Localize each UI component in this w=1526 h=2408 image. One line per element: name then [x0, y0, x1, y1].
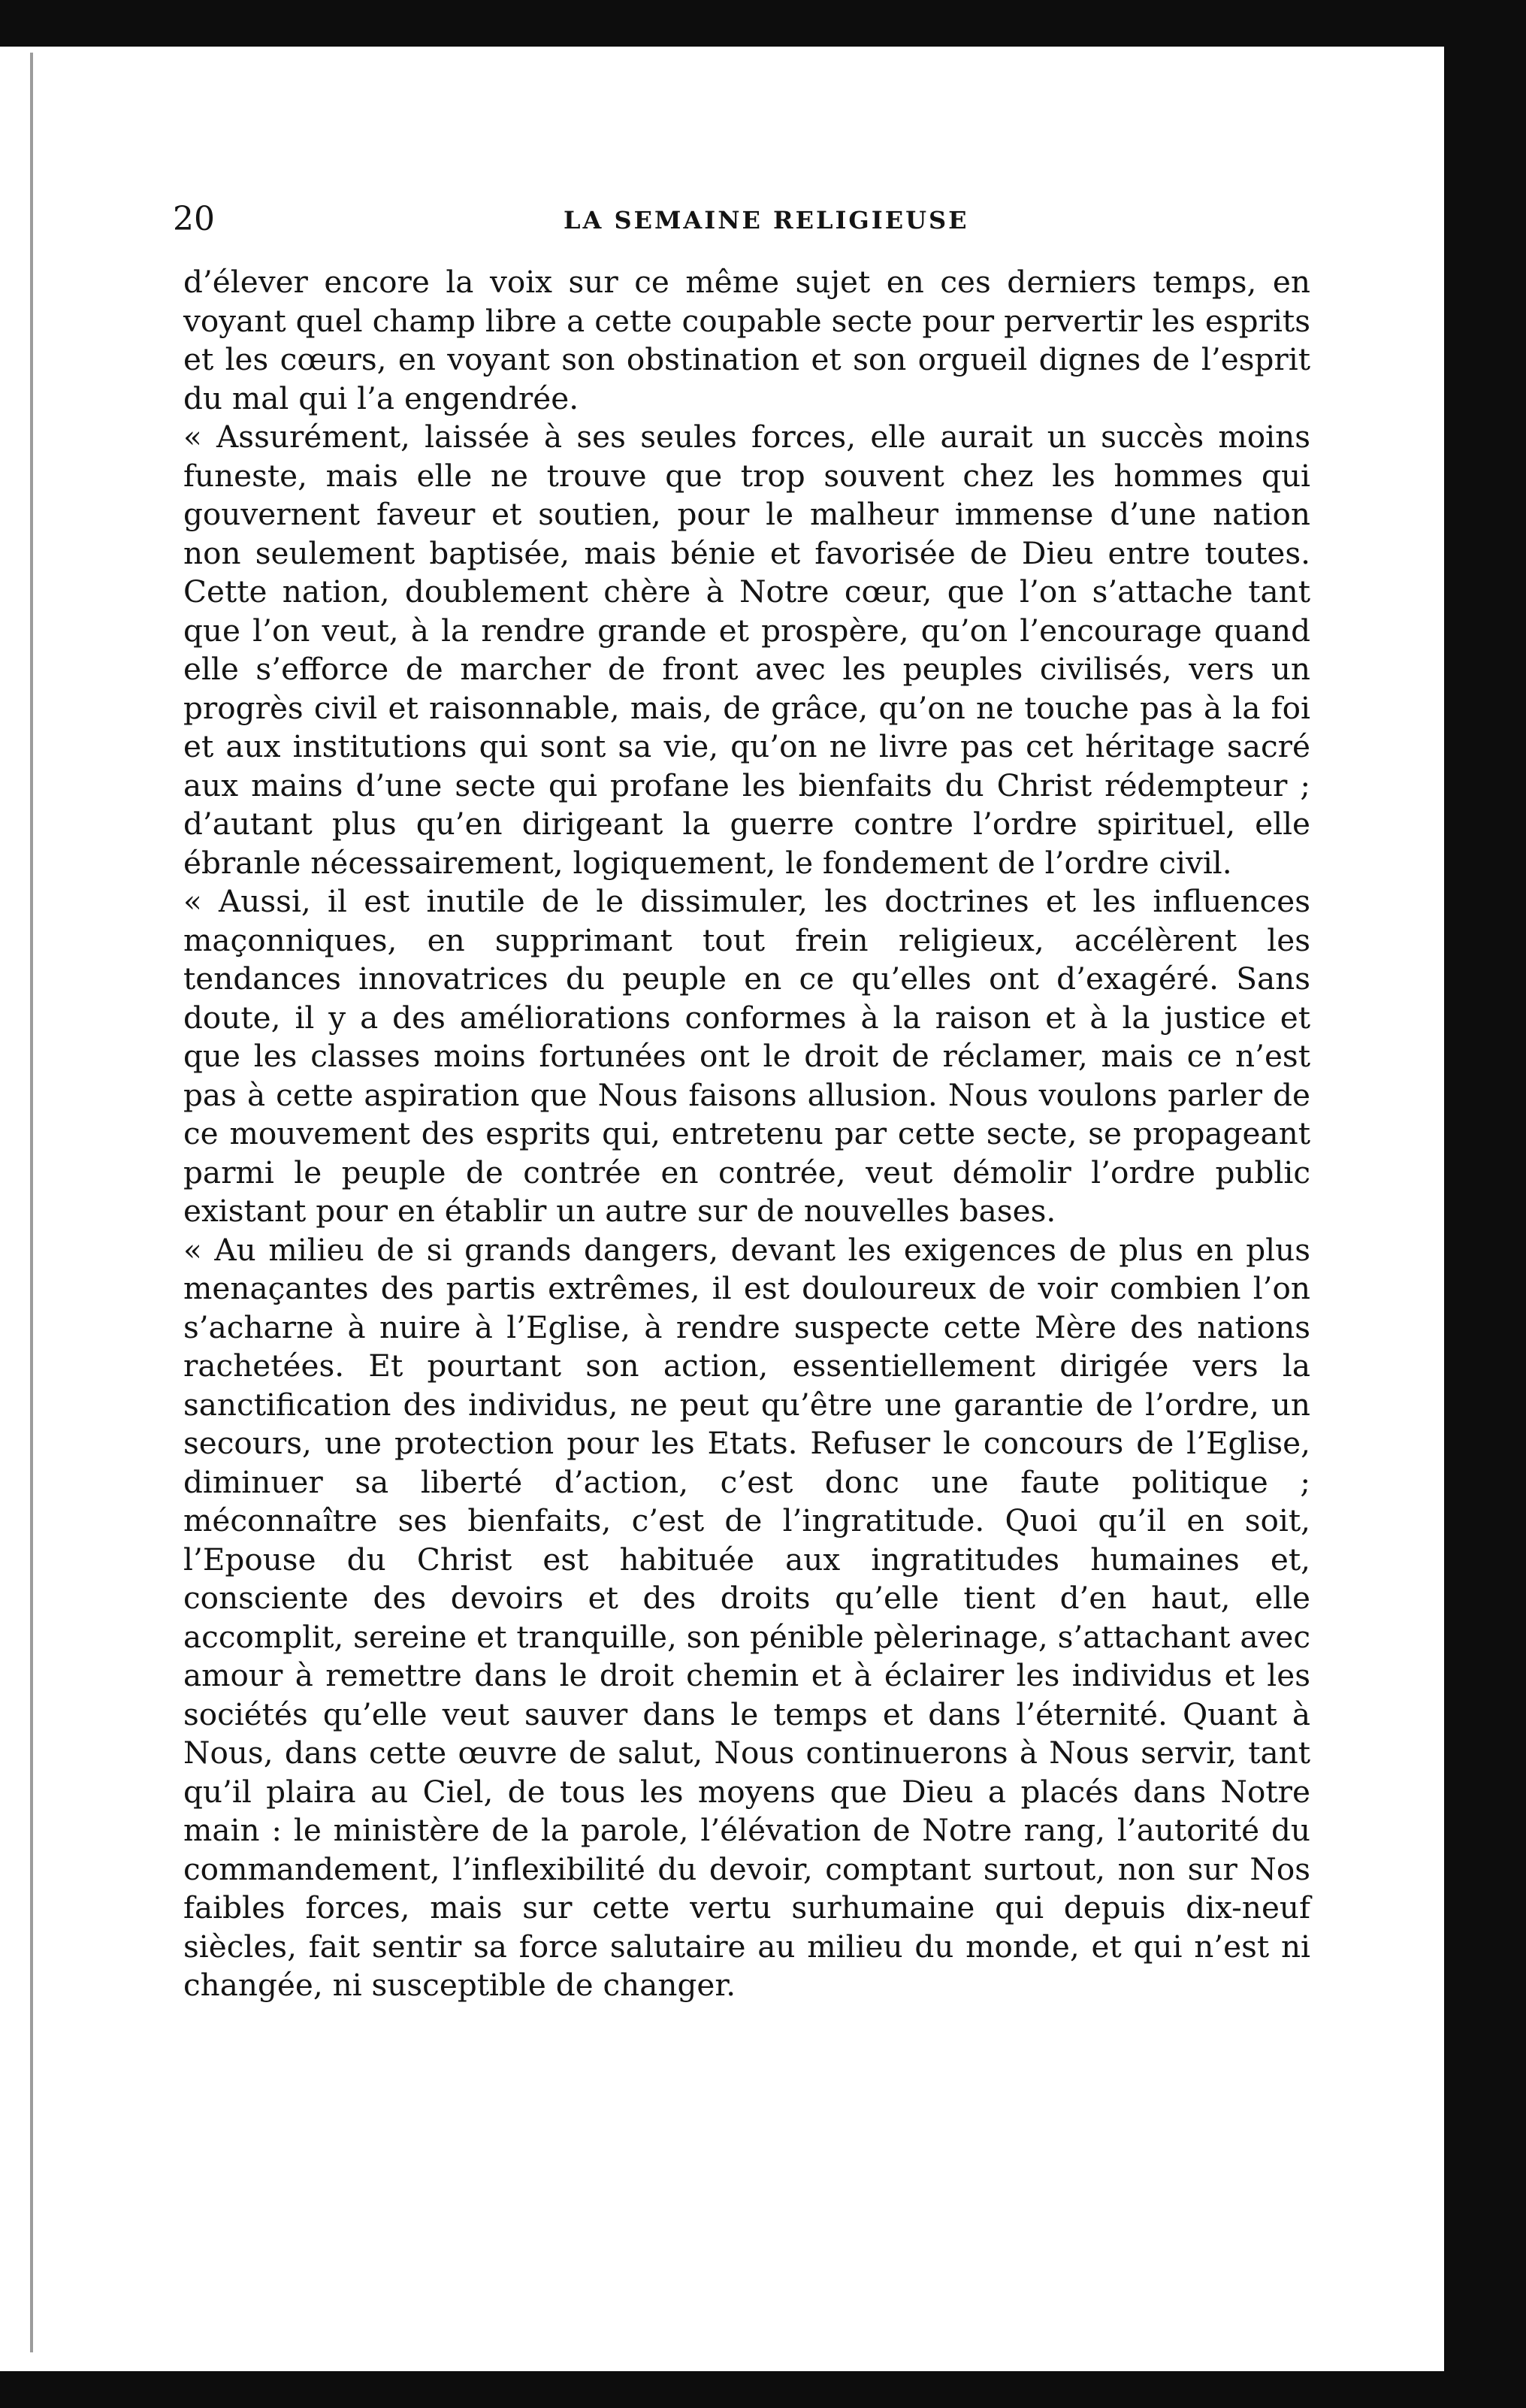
- paragraph: « Aussi, il est inutile de le dissimuler, les doctrines et les influences maçonniques, en supprimant tout frein religieux, accélèrent les tendances innovatrices du peuple en ce qu’elles ont d’exagéré. Sans doute, il y a des améliorations conformes à la raison et à la justice et que les classes moins fortunées ont le droit de réclamer, mais ce n’est pas à cette aspiration que Nous faisons allusion. Nous voulons parler de ce mouvement des esprits qui, entretenu par cette secte, se propageant parmi le peuple de contrée en contrée, veut démolir l’ordre public existant pour en établir un autre sur de nouvelles bases.: [183, 883, 1310, 1229]
- scan-border-bottom: [0, 2371, 1526, 2408]
- paragraph: d’élever encore la voix sur ce même sujet en ces derniers temps, en voyant quel champ libre a cette coupable secte pour pervertir les esprits et les cœurs, en voyant son obstination et son orgueil dignes de l’esprit du mal qui l’a engendrée.: [183, 264, 1310, 416]
- paragraph: « Assurément, laissée à ses seules forces, elle aurait un succès moins funeste, mais elle ne trouve que trop souvent chez les hommes qui gouvernent faveur et soutien, pour le malheur immense d’une nation non seulement baptisée, mais bénie et favorisée de Dieu entre toutes. Cette nation, doublement chère à Notre cœur, que l’on s’attache tant que l’on veut, à la rendre grande et prospère, qu’on l’encourage quand elle s’efforce de marcher de front avec les peuples civilisés, vers un progrès civil et raisonnable, mais, de grâce, qu’on ne touche pas à la foi et aux institutions qui sont sa vie, qu’on ne livre pas cet héritage sacré aux mains d’une secte qui profane les bienfaits du Christ rédempteur ; d’autant plus qu’en dirigeant la guerre contre l’ordre spirituel, elle ébranle nécessairement, logiquement, le fondement de l’ordre civil.: [183, 419, 1310, 881]
- scan-border-left: [30, 53, 33, 2352]
- journal-title: LA SEMAINE RELIGIEUSE: [564, 206, 969, 234]
- scan-border-right: [1444, 0, 1526, 2408]
- body-text: [183, 263, 1310, 2005]
- paragraph: « Au milieu de si grands dangers, devant les exigences de plus en plus menaçantes des partis extrêmes, il est douloureux de voir combien l’on s’acharne à nuire à l’Eglise, à rendre suspecte cette Mère des nations rachetées. Et pourtant son action, essentiellement dirigée vers la sanctification des individus, ne peut qu’être une garantie de l’ordre, un secours, une protection pour les Etats. Refuser le concours de l’Eglise, diminuer sa liberté d’action, c’est donc une faute politique ; méconnaître ses bienfaits, c’est de l’ingratitude. Quoi qu’il en soit, l’Epouse du Christ est habituée aux ingratitudes humaines et, consciente des devoirs et des droits qu’elle tient d’en haut, elle accomplit, sereine et tranquille, son pénible pèlerinage, s’attachant avec amour à remettre dans le droit chemin et à éclairer les individus et les sociétés qu’elle veut sauver dans le temps et dans l’éternité. Quant à Nous, dans cette œuvre de salut, Nous continuerons à Nous servir, tant qu’il plaira au Ciel, de tous les moyens que Dieu a placés dans Notre main : le ministère de la parole, l’élévation de Notre rang, l’autorité du commandement, l’inflexibilité du devoir, comptant surtout, non sur Nos faibles forces, mais sur cette vertu surhumaine qui depuis dix-neuf siècles, fait sentir sa force salutaire au milieu du monde, et qui n’est ni changée, ni susceptible de changer.: [183, 1231, 1310, 2003]
- page-number: 20: [173, 200, 215, 238]
- scan-border-top: [0, 0, 1526, 47]
- running-head: [173, 197, 1337, 242]
